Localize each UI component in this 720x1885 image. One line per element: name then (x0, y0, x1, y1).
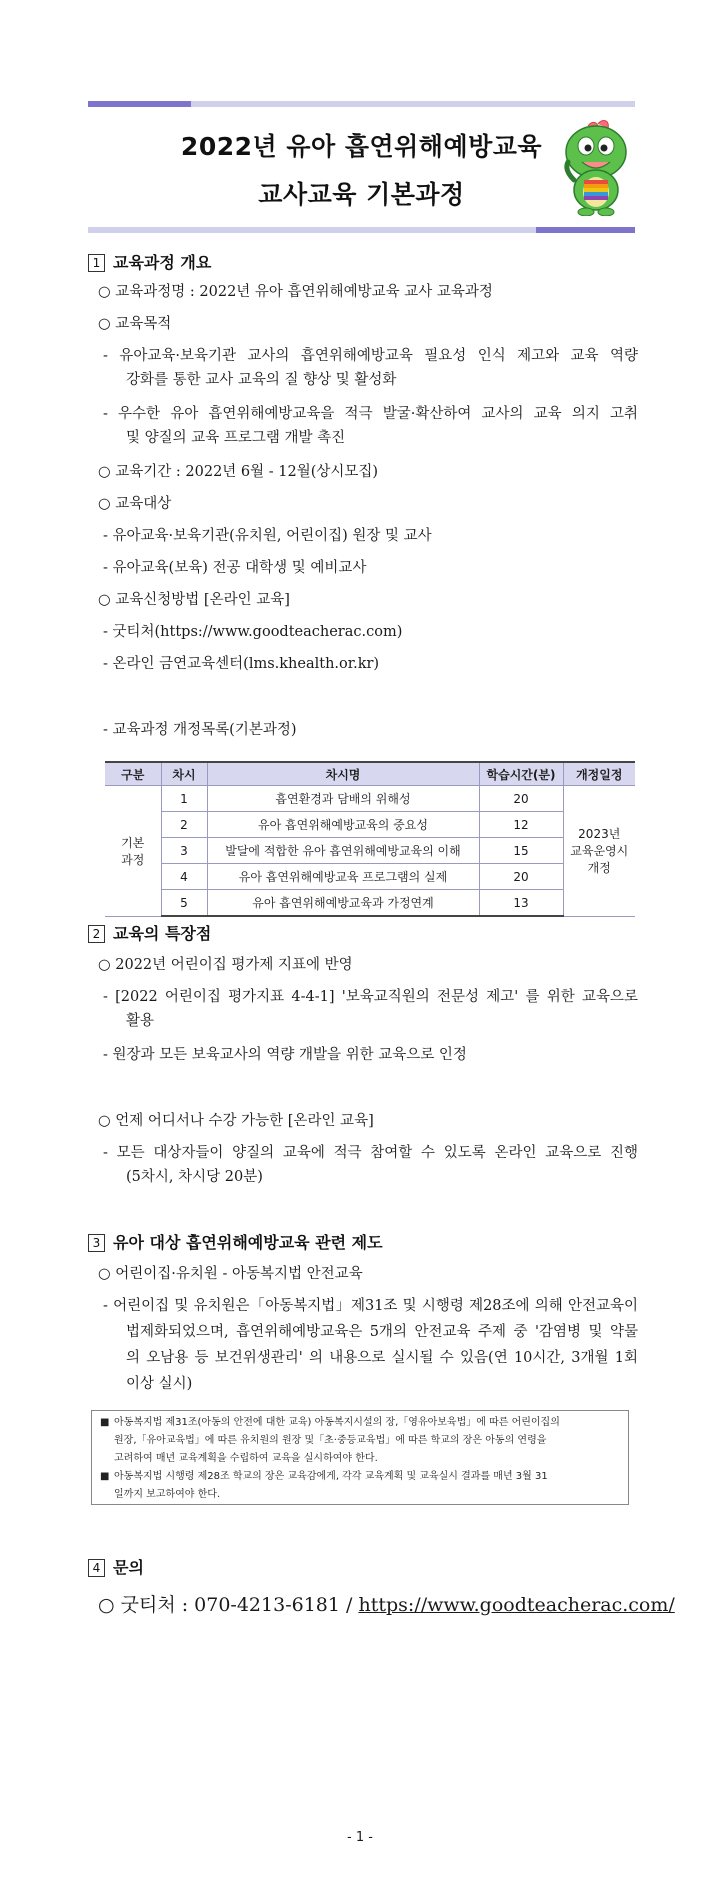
law-text-line3: 의 오남용 등 보건위생관리' 의 내용으로 실시될 수 있음(연 10시간, 3개월 1회 (126, 1350, 638, 1366)
section-4-number: 4 (88, 1559, 105, 1577)
section-3-title: 유아 대상 흡연위해예방교육 관련 제도 (113, 1233, 383, 1252)
feature-1-heading: ○ 2022년 어린이집 평가제 지표에 반영 (98, 957, 353, 973)
session-name-cell: 발달에 적합한 유아 흡연위해예방교육의 이해 (207, 838, 479, 864)
section-4-heading (88, 1555, 144, 1578)
page-number: - 1 - (347, 1830, 373, 1845)
table-header-cell: 학습시간(분) (479, 762, 563, 786)
note-2-line2: 일까지 보고하여야 한다. (114, 1489, 221, 1500)
session-cell: 4 (161, 864, 207, 890)
curriculum-table (105, 761, 635, 917)
section-2-heading (88, 921, 211, 944)
law-text-line2: 법제화되었으며, 흡연위해예방교육은 5개의 안전교육 주제 중 '감염병 및 약물 (126, 1324, 638, 1340)
target-item-2: - 유아교육(보육) 전공 대학생 및 예비교사 (103, 560, 367, 576)
note-1-line3: 고려하여 매년 교육계획을 수립하여 교육을 실시하여야 한다. (114, 1453, 378, 1464)
purpose-heading: ○ 교육목적 (98, 316, 172, 332)
section-3-heading (88, 1230, 383, 1253)
session-cell: 2 (161, 812, 207, 838)
note-bullet-icon: ■ (100, 1471, 110, 1482)
apply-heading: ○ 교육신청방법 [온라인 교육] (98, 592, 290, 608)
contact-phone: ○ 굿티처 : 070-4213-6181 / (98, 1594, 359, 1616)
purpose-item-2-cont: 및 양질의 교육 프로그램 개발 촉진 (126, 430, 346, 446)
feature-2-heading: ○ 언제 어디서나 수강 가능한 [온라인 교육] (98, 1113, 374, 1129)
feature-1-item-1: - [2022 어린이집 평가지표 4-4-1] '보육교직원의 전문성 제고' 를 위한 교육으로 (103, 989, 638, 1005)
purpose-item-2: - 우수한 유아 흡연위해예방교육을 적극 발굴·확산하여 교사의 교육 의지 고취 (103, 406, 638, 422)
table-header-cell: 차시명 (207, 762, 479, 786)
apply-item-lms: - 온라인 금연교육센터(lms.khealth.or.kr) (103, 656, 380, 672)
feature-1-item-2: - 원장과 모든 보육교사의 역량 개발을 위한 교육으로 인정 (103, 1047, 467, 1063)
revision-line3: 개정 (587, 861, 611, 876)
law-text-line4: 이상 실시) (126, 1376, 193, 1392)
section-1-title: 교육과정 개요 (113, 253, 212, 272)
minutes-cell: 13 (479, 890, 563, 917)
mascot-icon (558, 118, 630, 216)
feature-2-item-1-cont: (5차시, 차시당 20분) (126, 1169, 263, 1185)
category-label-line1: 기본 (121, 835, 145, 850)
section-1-heading (88, 250, 211, 273)
law-text-line1: - 어린이집 및 유치원은「아동복지법」제31조 및 시행령 제28조에 의해 안전교육이 (103, 1298, 638, 1314)
section-4-title: 문의 (113, 1558, 144, 1577)
note-bullet-icon: ■ (100, 1417, 110, 1428)
category-label-line2: 과정 (121, 852, 145, 867)
note-1-line2: 원장,「유아교육법」에 따른 유치원의 원장 및「초·중등교육법」에 따른 학교의 장은 아동의 연령을 (114, 1435, 547, 1446)
minutes-cell: 20 (479, 786, 563, 812)
session-name-cell: 흡연환경과 담배의 위해성 (207, 786, 479, 812)
note-1-line1: 아동복지법 제31조(아동의 안전에 대한 교육) 아동복지시설의 장,「영유아보육법」에 따른 어린이집의 (114, 1417, 560, 1428)
target-item-1: - 유아교육·보육기관(유치원, 어린이집) 원장 및 교사 (103, 528, 432, 544)
minutes-cell: 12 (479, 812, 563, 838)
section-3-number: 3 (88, 1234, 105, 1252)
page-title-line2: 교사교육 기본과정 (258, 180, 465, 209)
minutes-cell: 15 (479, 838, 563, 864)
period: ○ 교육기간 : 2022년 6월 - 12월(상시모집) (98, 464, 379, 480)
header-bar-top-accent (88, 101, 191, 107)
feature-1-item-1-cont: 활용 (126, 1013, 155, 1029)
revision-list-heading: - 교육과정 개정목록(기본과정) (103, 722, 297, 738)
session-name-cell: 유아 흡연위해예방교육 프로그램의 실제 (207, 864, 479, 890)
table-header-cell: 개정일정 (563, 762, 635, 786)
purpose-item-1: - 유아교육·보육기관 교사의 흡연위해예방교육 필요성 인식 제고와 교육 역량 (103, 348, 638, 364)
table-header-cell: 차시 (161, 762, 207, 786)
note-1 (100, 1414, 620, 1432)
session-cell: 5 (161, 890, 207, 917)
law-note-box (91, 1410, 629, 1505)
note-2-line1: 아동복지법 시행령 제28조 학교의 장은 교육감에게, 각각 교육계획 및 교육실시 결과를 매년 3월 31 (114, 1471, 548, 1482)
session-name-cell: 유아 흡연위해예방교육과 가정연계 (207, 890, 479, 917)
contact-url-link[interactable]: https://www.goodteacherac.com/ (358, 1594, 675, 1616)
table-row (105, 812, 635, 838)
page-title-line1: 2022년 유아 흡연위해예방교육 (180, 132, 543, 161)
contact-line (98, 1590, 675, 1617)
header-bar-bottom-accent (536, 227, 635, 233)
apply-item-goodteacher: - 굿티처(https://www.goodteacherac.com) (103, 624, 403, 640)
section-1-number: 1 (88, 254, 105, 272)
category-cell (105, 786, 161, 917)
session-name-cell: 유아 흡연위해예방교육의 중요성 (207, 812, 479, 838)
note-2 (100, 1468, 620, 1486)
table-row (105, 890, 635, 917)
feature-2-item-1: - 모든 대상자들이 양질의 교육에 적극 참여할 수 있도록 온라인 교육으로 진행 (103, 1145, 638, 1161)
section-2-number: 2 (88, 925, 105, 943)
course-name: ○ 교육과정명 : 2022년 유아 흡연위해예방교육 교사 교육과정 (98, 284, 493, 300)
table-row (105, 786, 635, 812)
table-header-cell: 구분 (105, 762, 161, 786)
revision-line2: 교육운영시 (570, 844, 629, 859)
table-row (105, 864, 635, 890)
minutes-cell: 20 (479, 864, 563, 890)
purpose-item-1-cont: 강화를 통한 교사 교육의 질 향상 및 활성화 (126, 372, 397, 388)
table-row (105, 838, 635, 864)
revision-line1: 2023년 (578, 827, 621, 842)
session-cell: 1 (161, 786, 207, 812)
section-2-title: 교육의 특장점 (113, 924, 212, 943)
law-heading: ○ 어린이집·유치원 - 아동복지법 안전교육 (98, 1266, 363, 1282)
session-cell: 3 (161, 838, 207, 864)
revision-cell (563, 786, 635, 917)
target-heading: ○ 교육대상 (98, 496, 172, 512)
table-header-row (105, 762, 635, 786)
